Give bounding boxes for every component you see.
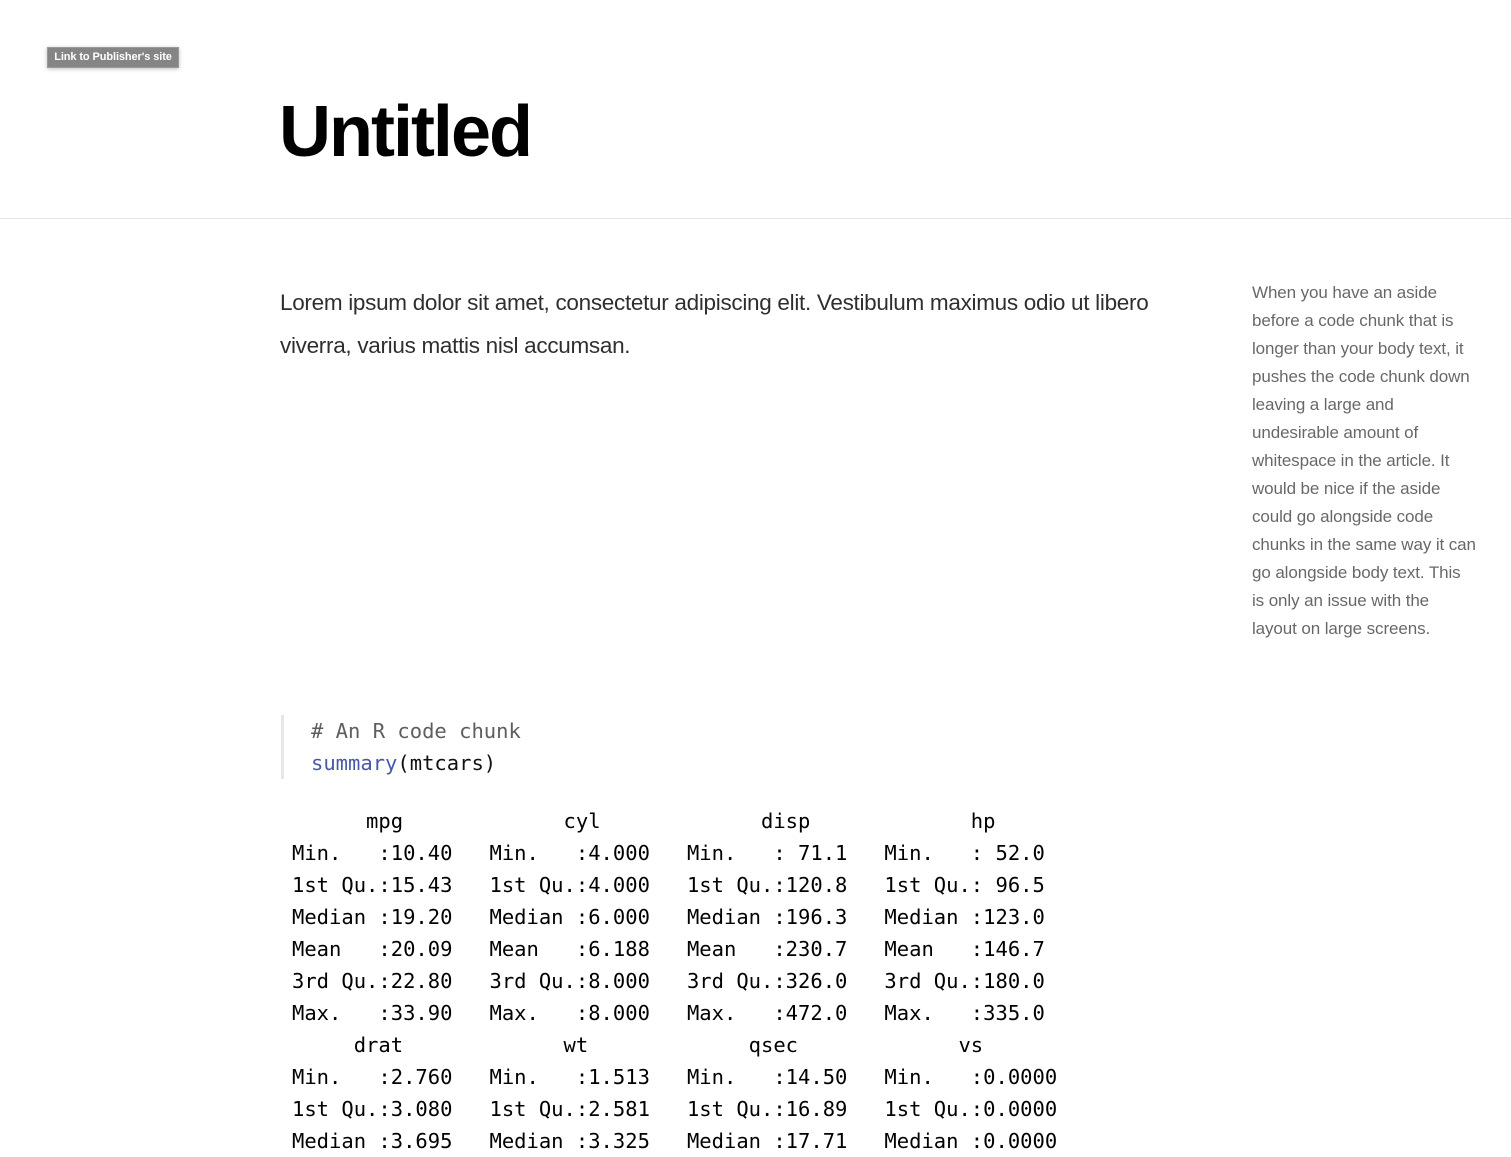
output-line: mpg cyl disp hp <box>292 809 1082 833</box>
code-comment: # An R code chunk <box>311 719 521 743</box>
publisher-site-link[interactable]: Link to Publisher's site <box>47 47 179 68</box>
output-line: Median :19.20 Median :6.000 Median :196.3 Median :123.0 <box>292 905 1070 929</box>
code-chunk <box>281 715 881 779</box>
code-call <box>311 747 881 779</box>
output-line: 3rd Qu.:22.80 3rd Qu.:8.000 3rd Qu.:326.0 3rd Qu.:180.0 <box>292 969 1070 993</box>
output-line: Min. :2.760 Min. :1.513 Min. :14.50 Min. :0.0000 <box>292 1065 1082 1089</box>
output-line: 1st Qu.:3.080 1st Qu.:2.581 1st Qu.:16.89 1st Qu.:0.0000 <box>292 1097 1082 1121</box>
body-paragraph: Lorem ipsum dolor sit amet, consectetur adipiscing elit. Vestibulum maximus odio ut libero viverra, varius mattis nisl accumsan. <box>280 290 1149 358</box>
output-line: Max. :33.90 Max. :8.000 Max. :472.0 Max. :335.0 <box>292 1001 1070 1025</box>
code-arguments: (mtcars) <box>397 751 497 775</box>
code-output <box>292 805 1082 1157</box>
output-line: Median :3.695 Median :3.325 Median :17.71 Median :0.0000 <box>292 1129 1082 1153</box>
code-function-name: summary <box>311 751 398 775</box>
page-title: Untitled <box>279 92 531 172</box>
output-line: 1st Qu.:15.43 1st Qu.:4.000 1st Qu.:120.8 1st Qu.: 96.5 <box>292 873 1070 897</box>
title-block <box>0 0 1511 219</box>
output-line: drat wt qsec vs <box>292 1033 1082 1057</box>
aside-note: When you have an aside before a code chunk that is longer than your body text, it pushes the code chunk down leaving a large and undesirable amount of whitespace in the article. It would be nice if the aside could go alongside code chunks in the same way it can go alongside body text. This is only an issue with the layout on large screens. <box>1252 283 1476 638</box>
output-line: Min. :10.40 Min. :4.000 Min. : 71.1 Min. : 52.0 <box>292 841 1070 865</box>
output-line: Mean :20.09 Mean :6.188 Mean :230.7 Mean :146.7 <box>292 937 1070 961</box>
